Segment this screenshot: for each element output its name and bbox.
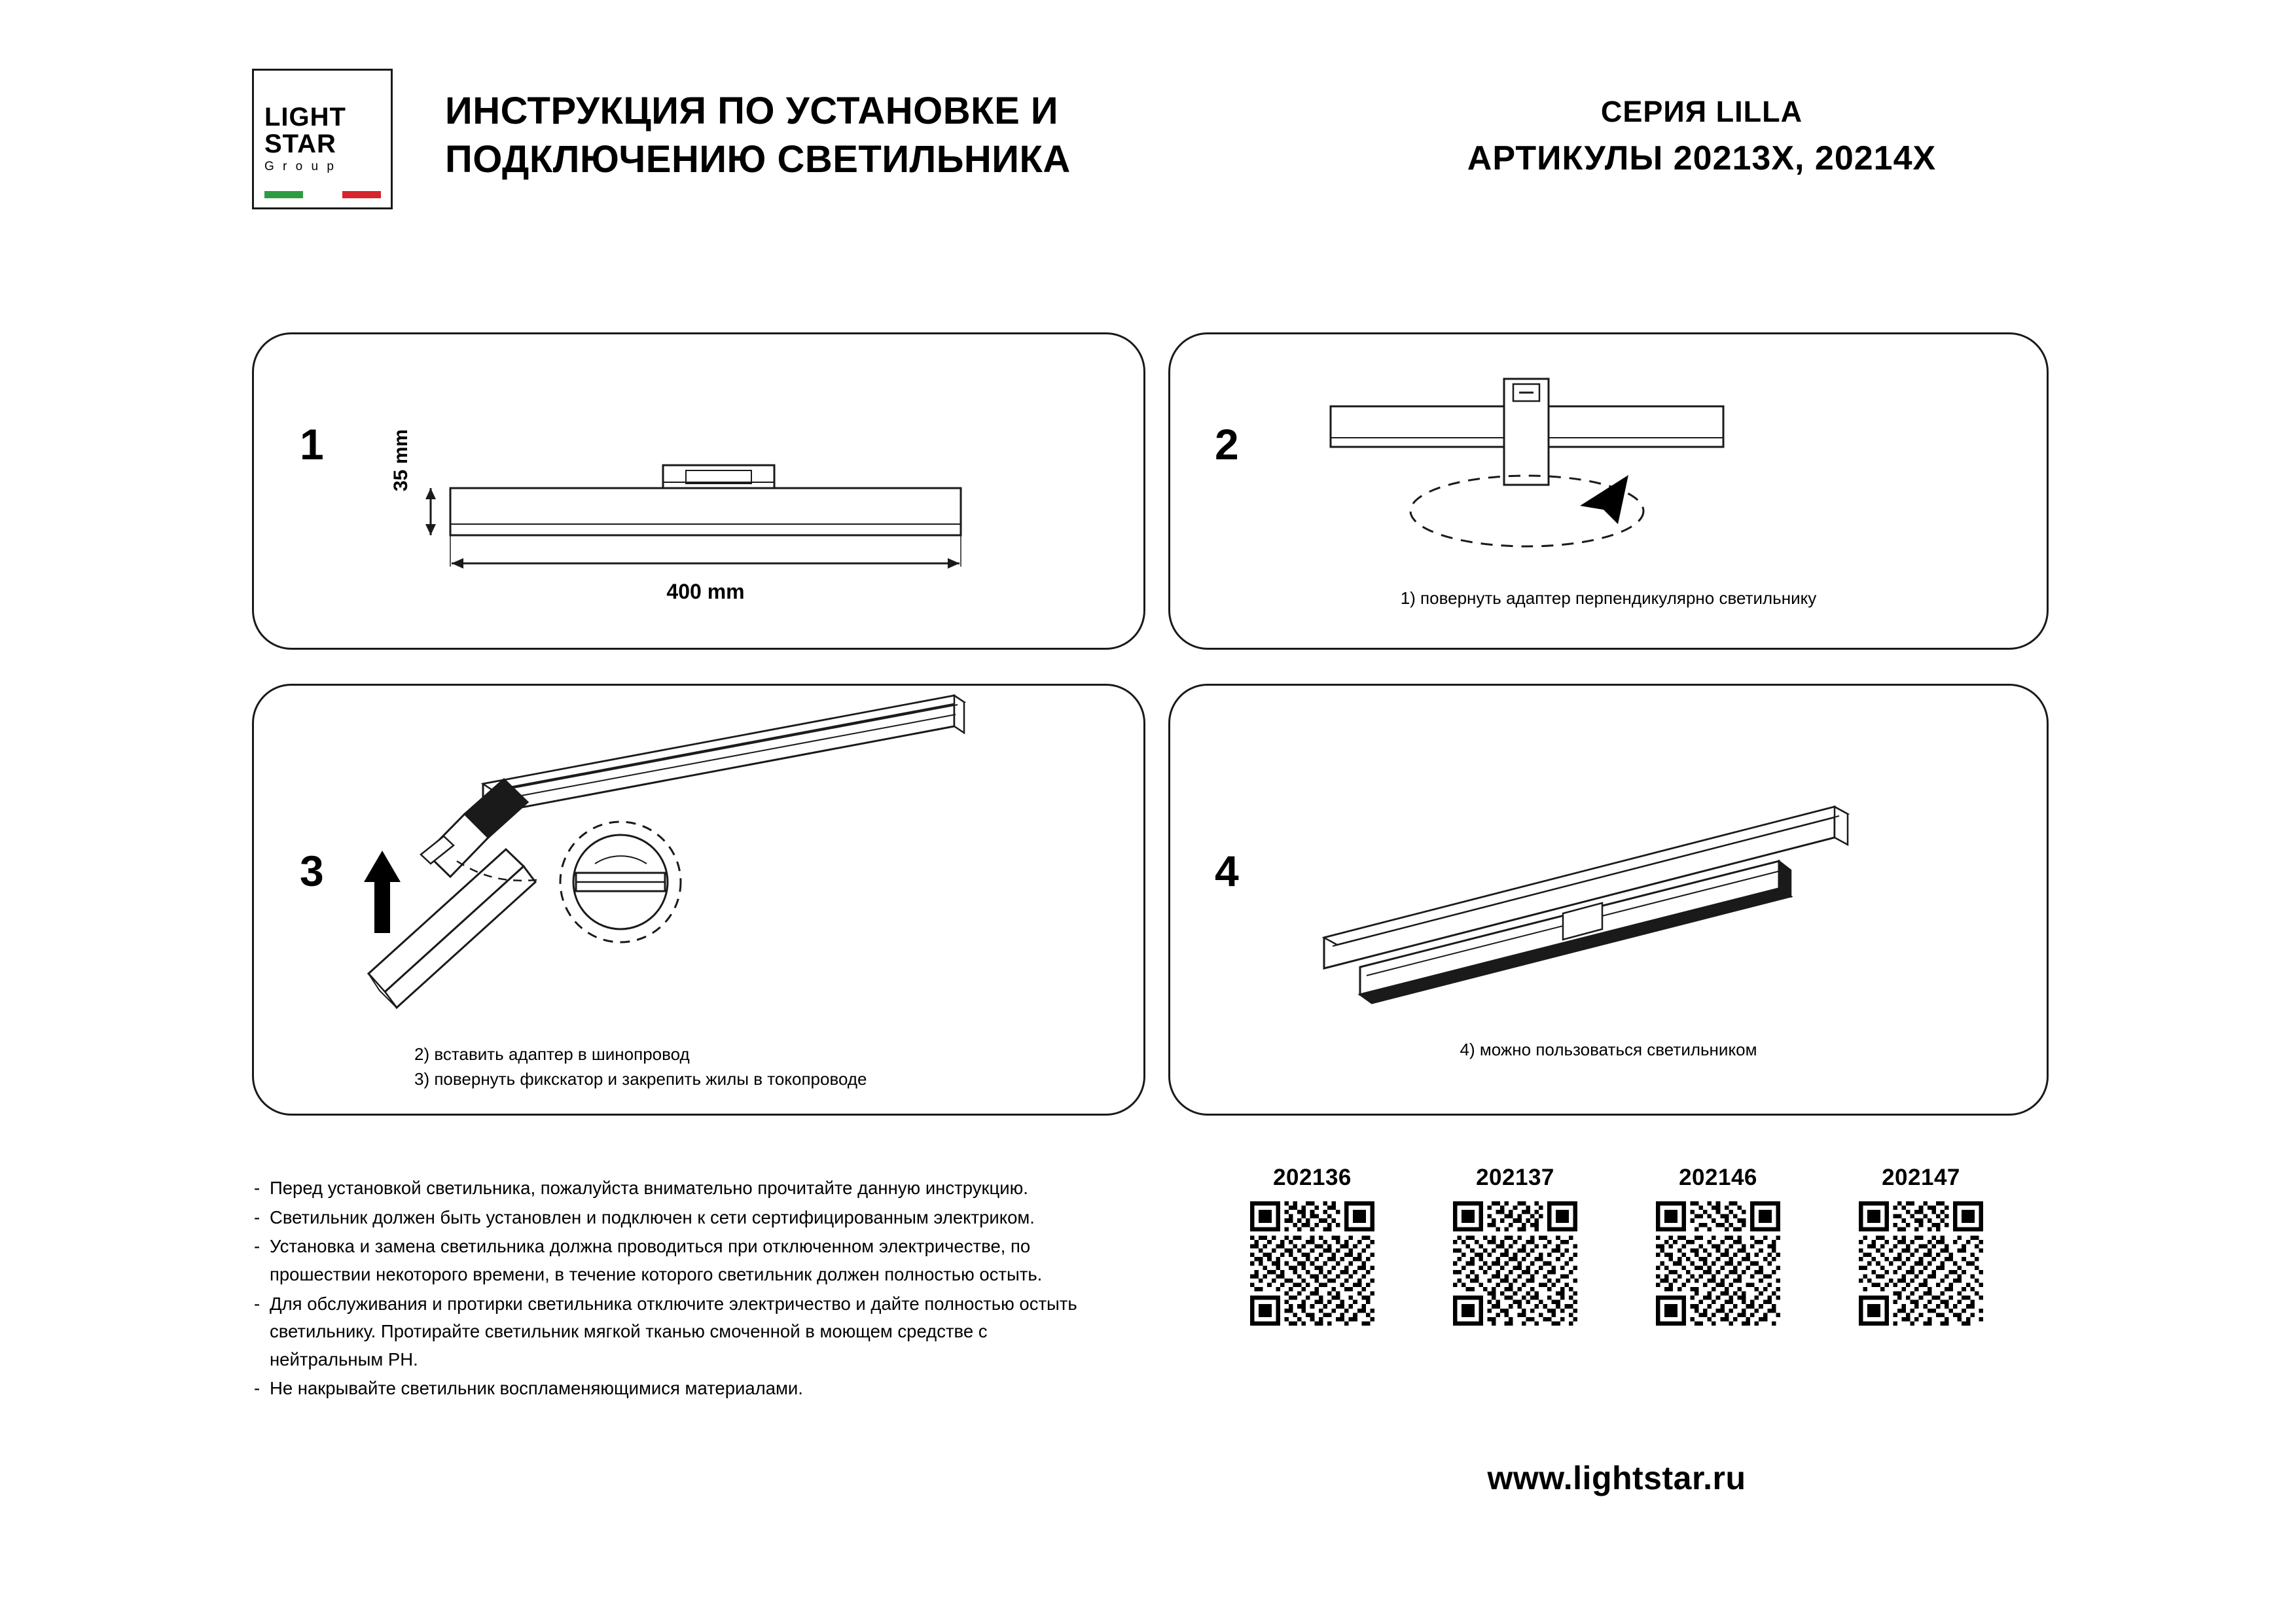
step-number-4: 4 [1215, 847, 1239, 895]
page-header [252, 62, 2045, 206]
note-dash: - [254, 1378, 260, 1399]
qr-label: 202137 [1476, 1165, 1554, 1190]
note-text: Перед установкой светильника, пожалуйста внимательно прочитайте данную инструкцию. [270, 1178, 1028, 1198]
note-text: Не накрывайте светильник воспламеняющимися материалами. [270, 1378, 803, 1399]
qr-code-icon[interactable] [1656, 1201, 1780, 1326]
step-panel-4 [1168, 684, 2049, 1116]
note-item [254, 1174, 1105, 1203]
note-dash: - [254, 1178, 260, 1198]
logo-line-1: LIGHT [264, 102, 346, 132]
qr-cell [1433, 1165, 1597, 1326]
qr-code-icon[interactable] [1250, 1201, 1374, 1326]
step-3-caption-line-2: 3) повернуть фикскатор и закрепить жилы в токопроводе [414, 1069, 867, 1089]
note-item [254, 1290, 1105, 1374]
note-dash: - [254, 1236, 260, 1257]
note-dash: - [254, 1293, 260, 1314]
qr-label: 202146 [1679, 1165, 1757, 1190]
articles-label: АРТИКУЛЫ 20213X, 20214X [1467, 139, 1937, 177]
qr-label: 202147 [1882, 1165, 1960, 1190]
logo-line-2: STAR [264, 129, 336, 158]
italian-flag-icon [264, 191, 381, 198]
step-panel-3 [252, 684, 1145, 1116]
step-2-caption: 1) повернуть адаптер перпендикулярно светильнику [1400, 588, 1817, 608]
logo-subtext: G r o u p [264, 160, 336, 174]
qr-code-icon[interactable] [1859, 1201, 1983, 1326]
note-text: Для обслуживания и протирки светильника отключите электричество и дайте полностью остыть светильнику. Протирайте светильник мягкой тканью смоченной в моющем средстве с нейтральным PH. [270, 1293, 1077, 1369]
qr-cell [1230, 1165, 1394, 1326]
qr-label: 202136 [1273, 1165, 1352, 1190]
step-4-caption: 4) можно пользоваться светильником [1460, 1040, 1757, 1059]
note-item [254, 1233, 1105, 1288]
note-text: Светильник должен быть установлен и подключен к сети сертифицированным электриком. [270, 1207, 1035, 1227]
website-url[interactable]: www.lightstar.ru [1487, 1460, 1746, 1496]
product-info [1365, 90, 2039, 183]
page-title: ИНСТРУКЦИЯ ПО УСТАНОВКЕ И ПОДКЛЮЧЕНИЮ СВЕТИЛЬНИКА [445, 90, 1071, 181]
safety-notes [254, 1174, 1105, 1404]
qr-code-group [1230, 1165, 2003, 1326]
qr-code-icon[interactable] [1453, 1201, 1577, 1326]
qr-cell [1636, 1165, 1800, 1326]
qr-cell [1839, 1165, 2003, 1326]
note-item [254, 1204, 1105, 1232]
note-item [254, 1375, 1105, 1403]
note-text: Установка и замена светильника должна проводиться при отключенном электричестве, по прошествии некоторого времени, в течение которого светильник должен полностью остыть. [270, 1236, 1043, 1284]
step-1-diagram [254, 334, 1147, 652]
brand-logo [252, 69, 393, 209]
dimension-height-label: 35 mm [390, 429, 412, 491]
series-label: СЕРИЯ LILLA [1600, 95, 1803, 128]
step-panel-2 [1168, 332, 2049, 650]
step-number-1: 1 [300, 420, 324, 468]
step-panel-1 [252, 332, 1145, 650]
step-3-caption-line-1: 2) вставить адаптер в шинопровод [414, 1044, 690, 1064]
note-dash: - [254, 1207, 260, 1227]
step-number-3: 3 [300, 847, 324, 895]
dimension-width-label: 400 mm [666, 580, 745, 603]
step-number-2: 2 [1215, 420, 1239, 468]
